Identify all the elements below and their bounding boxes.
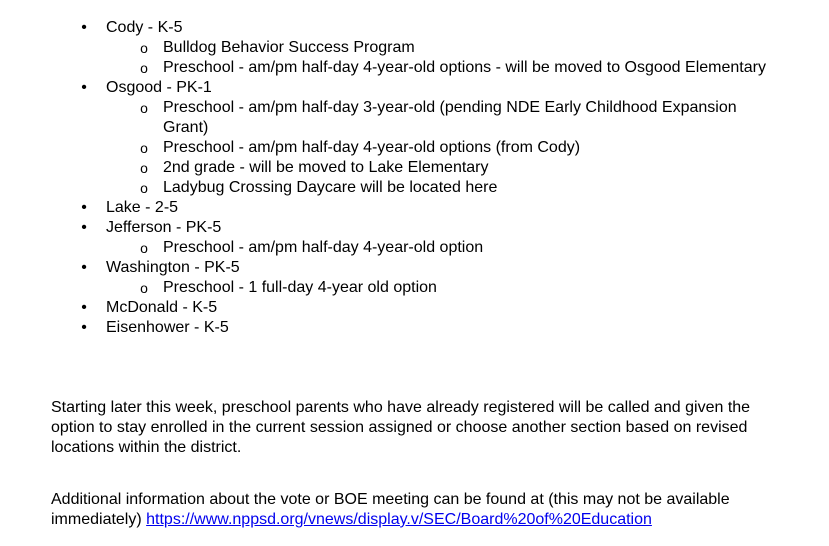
program-list-item <box>106 178 773 198</box>
program-list-item <box>106 278 773 298</box>
bullet-icon: • <box>81 259 87 276</box>
circle-bullet-icon: o <box>140 100 148 116</box>
program-label: 2nd grade - will be moved to Lake Elementary <box>163 159 489 176</box>
info-paragraph <box>51 490 791 530</box>
bullet-icon: • <box>81 19 87 36</box>
school-label: Eisenhower - K-5 <box>106 319 229 336</box>
bullet-icon: • <box>81 79 87 96</box>
circle-bullet-icon: o <box>140 140 148 156</box>
school-label: Cody - K-5 <box>106 19 183 36</box>
program-sublist <box>106 238 829 258</box>
program-label: Preschool - am/pm half-day 4-year-old option <box>163 239 484 256</box>
school-label: Osgood - PK-1 <box>106 79 212 96</box>
program-list-item <box>106 98 773 138</box>
school-list-item <box>0 258 829 298</box>
program-list-item <box>106 138 773 158</box>
program-list-item <box>106 38 773 58</box>
school-list-item <box>0 198 829 218</box>
bullet-icon: • <box>81 319 87 336</box>
circle-bullet-icon: o <box>140 180 148 196</box>
school-list-item <box>0 318 829 338</box>
circle-bullet-icon: o <box>140 40 148 56</box>
circle-bullet-icon: o <box>140 280 148 296</box>
school-list <box>0 18 829 338</box>
school-label: Jefferson - PK-5 <box>106 219 222 236</box>
program-label: Preschool - am/pm half-day 4-year-old options (from Cody) <box>163 139 581 156</box>
board-of-education-link[interactable]: https://www.nppsd.org/vnews/display.v/SEC/Board%20of%20Education <box>146 511 652 528</box>
school-list-item <box>0 78 829 198</box>
program-list-item <box>106 238 773 258</box>
program-label: Preschool - am/pm half-day 4-year-old options - will be moved to Osgood Elementary <box>163 59 766 76</box>
bullet-icon: • <box>81 299 87 316</box>
program-list-item <box>106 158 773 178</box>
registration-paragraph: Starting later this week, preschool parents who have already registered will be called and given the option to stay enrolled in the current session assigned or choose another section based on revised locations within the district. <box>51 399 751 456</box>
bullet-icon: • <box>81 199 87 216</box>
program-sublist <box>106 38 829 78</box>
school-list-item <box>0 18 829 78</box>
bullet-icon: • <box>81 219 87 236</box>
circle-bullet-icon: o <box>140 160 148 176</box>
program-sublist <box>106 278 829 298</box>
program-label: Bulldog Behavior Success Program <box>163 39 415 56</box>
info-text: Additional information about the vote or BOE meeting can be found at (this may not be available immediately) <box>51 491 730 528</box>
program-label: Ladybug Crossing Daycare will be located here <box>163 179 498 196</box>
program-list-item <box>106 58 773 78</box>
program-sublist <box>106 98 829 198</box>
school-label: Lake - 2-5 <box>106 199 179 216</box>
school-label: Washington - PK-5 <box>106 259 240 276</box>
circle-bullet-icon: o <box>140 240 148 256</box>
school-label: McDonald - K-5 <box>106 299 218 316</box>
school-list-item <box>0 298 829 318</box>
circle-bullet-icon: o <box>140 60 148 76</box>
school-list-item <box>0 218 829 258</box>
program-label: Preschool - am/pm half-day 3-year-old (pending NDE Early Childhood Expansion Grant) <box>163 99 737 136</box>
program-label: Preschool - 1 full-day 4-year old option <box>163 279 437 296</box>
